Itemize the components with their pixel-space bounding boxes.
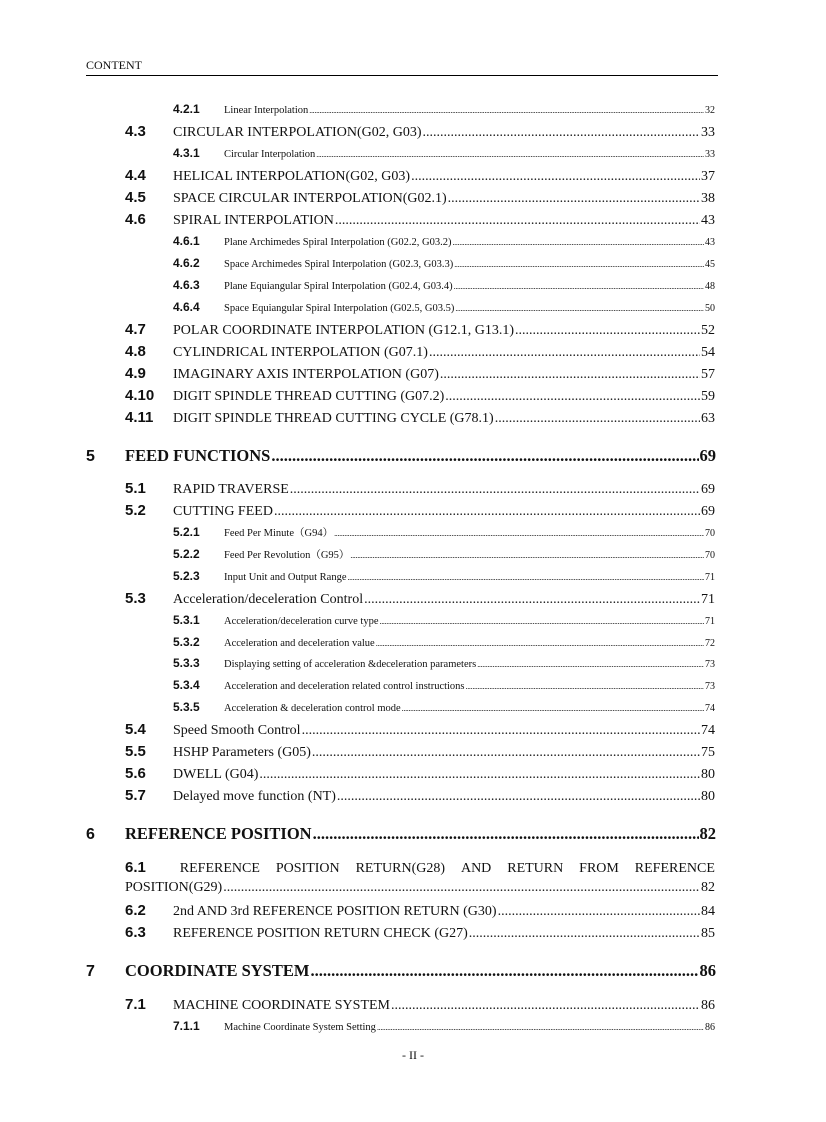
toc-title: CYLINDRICAL INTERPOLATION (G07.1) [173,345,428,360]
dot-leader [498,904,700,920]
toc-entry-4-8[interactable] [125,343,715,361]
toc-entry-4-6-2[interactable] [173,256,715,270]
toc-page: 70 [705,550,715,561]
toc-page: 32 [705,105,715,116]
dot-leader [391,998,700,1014]
toc-chapter-6[interactable] [86,824,716,844]
dot-leader [271,446,698,466]
toc-title: DIGIT SPINDLE THREAD CUTTING CYCLE (G78.1) [173,411,494,426]
toc-entry-5-3-5[interactable] [173,700,715,714]
toc-entry-4-2-1[interactable] [173,102,715,116]
toc-page: 63 [701,411,715,426]
toc-number: 4.4 [125,167,146,184]
toc-page: 74 [705,703,715,714]
toc-number: 5.3 [125,590,146,607]
toc-entry-5-2-1[interactable] [173,525,715,540]
dot-leader [411,169,700,185]
toc-number: 5.7 [125,787,146,804]
dot-leader [448,191,700,207]
dot-leader [454,260,704,269]
toc-number: 5.3.1 [173,613,200,627]
dot-leader [347,573,704,582]
toc-page: 50 [705,303,715,314]
toc-title: COORDINATE SYSTEM [125,961,310,980]
dot-leader [469,926,700,942]
toc-entry-4-11[interactable] [125,409,715,427]
toc-page: 52 [701,323,715,338]
title-word: POSITION [275,861,340,876]
toc-title-first-line [125,859,715,877]
toc-title: Delayed move function (NT) [173,789,336,804]
toc-page: 73 [705,659,715,670]
toc-page: 86 [705,1022,715,1033]
dot-leader [316,150,704,159]
toc-number: 4.6.2 [173,256,200,270]
toc-title: Feed Per Minute（G94） [224,528,334,539]
dot-leader [223,880,700,896]
toc-entry-4-6-3[interactable] [173,278,715,292]
toc-page: 33 [701,125,715,140]
toc-title: Feed Per Revolution（G95） [224,550,350,561]
toc-number: 6.1 [125,859,146,876]
toc-page: 72 [705,638,715,649]
toc-title: Linear Interpolation [224,105,309,116]
toc-number: 4.6.3 [173,278,200,292]
dot-leader [452,238,704,247]
toc-page: 80 [701,789,715,804]
dot-leader [312,745,700,761]
toc-title: REFERENCE POSITION [125,824,312,843]
toc-number: 6.3 [125,924,146,941]
toc-entry-5-3[interactable] [125,590,715,608]
toc-number: 5 [86,448,95,465]
toc-title: DWELL (G04) [173,767,259,782]
toc-title: CIRCULAR INTERPOLATION(G02, G03) [173,125,422,140]
toc-entry-5-3-4[interactable] [173,678,715,692]
toc-page: 86 [699,961,716,980]
toc-page: 43 [705,237,715,248]
toc-title: Space Equiangular Spiral Interpolation (G02.5, G03.5) [224,303,455,314]
dot-leader [440,367,700,383]
toc-entry-4-3[interactable] [125,123,715,141]
dot-leader [423,125,701,141]
toc-entry-6-2[interactable] [125,902,715,920]
toc-entry-4-4[interactable] [125,167,715,185]
toc-number: 5.2.3 [173,569,200,583]
toc-page: 45 [705,259,715,270]
toc-number: 4.9 [125,365,146,382]
toc-number: 4.8 [125,343,146,360]
toc-entry-5-3-3[interactable] [173,656,715,670]
toc-title: SPIRAL INTERPOLATION [173,213,334,228]
toc-page: 69 [699,446,716,465]
toc-entry-5-2-3[interactable] [173,569,715,583]
toc-number: 4.3.1 [173,146,200,160]
dot-leader [302,723,700,739]
dot-leader [364,592,700,608]
toc-number: 5.2 [125,502,146,519]
toc-page: 48 [705,281,715,292]
dot-leader [495,411,700,427]
title-word: REFERENCE [179,861,260,876]
toc-title: 2nd AND 3rd REFERENCE POSITION RETURN (G30) [173,904,497,919]
toc-title: Acceleration/deceleration Control [173,592,364,607]
dot-leader [274,504,700,520]
toc-entry-6-3[interactable] [125,924,715,942]
toc-page: 71 [701,592,715,607]
toc-chapter-5[interactable] [86,446,716,466]
dot-leader [259,767,700,783]
dot-leader [376,639,704,648]
toc-title: Circular Interpolation [224,149,316,160]
toc-entry-4-3-1[interactable] [173,146,715,160]
dot-leader [429,345,700,361]
toc-entry-5-7[interactable] [125,787,715,805]
toc-page: 82 [701,880,715,895]
toc-title: Machine Coordinate System Setting [224,1022,376,1033]
toc-title: HELICAL INTERPOLATION(G02, G03) [173,169,411,184]
dot-leader [310,961,698,981]
dot-leader [402,704,704,713]
dot-leader [290,482,700,498]
page-number: - II - [402,1048,424,1062]
toc-number: 5.3.2 [173,635,200,649]
toc-entry-4-10[interactable] [125,387,715,405]
toc-number: 4.6.1 [173,234,200,248]
dot-leader [515,323,700,339]
toc-number: 4.11 [125,409,154,426]
toc-title: Plane Archimedes Spiral Interpolation (G02.2, G03.2) [224,237,452,248]
toc-title: IMAGINARY AXIS INTERPOLATION (G07) [173,367,439,382]
toc-title: RAPID TRAVERSE [173,482,289,497]
toc-number: 4.10 [125,387,155,404]
toc-page: 80 [701,767,715,782]
toc-page: 38 [701,191,715,206]
toc-entry-5-3-1[interactable] [173,613,715,627]
toc-title: FEED FUNCTIONS [125,446,271,465]
toc-entry-4-9[interactable] [125,365,715,383]
toc-page: 57 [701,367,715,382]
dot-leader [350,551,704,560]
toc-title: MACHINE COORDINATE SYSTEM [173,998,391,1013]
toc-number: 6 [86,826,95,843]
toc-page: 70 [705,528,715,539]
toc-number: 4.7 [125,321,146,338]
dot-leader [454,282,704,291]
toc-number: 4.6 [125,211,146,228]
toc-page: 75 [701,745,715,760]
toc-number: 5.5 [125,743,146,760]
dot-leader [335,213,700,229]
toc-entry-6-1[interactable] [125,859,715,877]
toc-page: 33 [705,149,715,160]
dot-leader [445,389,700,405]
dot-leader [477,660,704,669]
dot-leader [455,304,704,313]
toc-entry-5-3-2[interactable] [173,635,715,649]
dot-leader [466,682,704,691]
toc-number: 7.1 [125,996,146,1013]
toc-number: 5.3.5 [173,700,200,714]
toc-number: 5.2.2 [173,547,200,561]
toc-title: Plane Equiangular Spiral Interpolation (G02.4, G03.4) [224,281,453,292]
toc-number: 4.6.4 [173,300,200,314]
toc-page: 59 [701,389,715,404]
toc-title-second-line: POSITION(G29) [125,880,223,895]
dot-leader [377,1023,704,1032]
toc-page: 69 [701,482,715,497]
toc-title: Acceleration and deceleration value [224,638,375,649]
toc-title: REFERENCE POSITION RETURN CHECK (G27) [173,926,468,941]
toc-title: Speed Smooth Control [173,723,301,738]
toc-title: Acceleration & deceleration control mode [224,703,401,714]
toc-entry-5-2-2[interactable] [173,547,715,562]
toc-page: 43 [701,213,715,228]
toc-title: Input Unit and Output Range [224,572,347,583]
toc-title: HSHP Parameters (G05) [173,745,311,760]
toc-title: Acceleration and deceleration related control instructions [224,681,465,692]
toc-page: 73 [705,681,715,692]
toc-chapter-7[interactable] [86,961,716,981]
toc-entry-5-2[interactable] [125,502,715,520]
toc-number: 7.1.1 [173,1019,200,1033]
toc-page: 37 [701,169,715,184]
toc-number: 5.2.1 [173,525,200,539]
toc-entry-5-5[interactable] [125,743,715,761]
title-word: RETURN(G28) [355,861,446,876]
toc-title: Displaying setting of acceleration &deceleration parameters [224,659,477,670]
toc-number: 5.1 [125,480,146,497]
toc-title: Acceleration/deceleration curve type [224,616,379,627]
toc-title: Space Archimedes Spiral Interpolation (G02.3, G03.3) [224,259,454,270]
dot-leader [309,106,704,115]
title-word: AND [460,861,492,876]
toc-entry-5-1[interactable] [125,480,715,498]
toc-entry-5-4[interactable] [125,721,715,739]
toc-number: 4.5 [125,189,146,206]
toc-number: 7 [86,963,95,980]
toc-entry-7-1-1[interactable] [173,1019,715,1033]
toc-entry-4-7[interactable] [125,321,715,339]
toc-number: 5.3.4 [173,678,200,692]
toc-page: 84 [701,904,715,919]
toc-page: 71 [705,616,715,627]
toc-number: 5.6 [125,765,146,782]
toc-number: 5.4 [125,721,146,738]
toc-title: SPACE CIRCULAR INTERPOLATION(G02.1) [173,191,447,206]
toc-entry-4-5[interactable] [125,189,715,207]
toc-entry-4-6-4[interactable] [173,300,715,314]
toc-title: CUTTING FEED [173,504,273,519]
toc-page: 71 [705,572,715,583]
dot-leader [337,789,700,805]
toc-entry-4-6[interactable] [125,211,715,229]
toc-entry-6-1-line-2[interactable] [125,880,715,896]
toc-page: 86 [701,998,715,1013]
toc-entry-7-1[interactable] [125,996,715,1014]
toc-entry-4-6-1[interactable] [173,234,715,248]
dot-leader [380,617,705,626]
toc-number: 4.3 [125,123,146,140]
dot-leader [334,529,704,538]
running-header: CONTENT [86,57,718,76]
toc-title: POLAR COORDINATE INTERPOLATION (G12.1, G13.1) [173,323,515,338]
toc-number: 5.3.3 [173,656,200,670]
toc-page: 85 [701,926,715,941]
toc-title: DIGIT SPINDLE THREAD CUTTING (G07.2) [173,389,445,404]
toc-page: 82 [699,824,716,843]
title-word: REFERENCE [634,861,715,876]
toc-page: 74 [701,723,715,738]
toc-page: 69 [701,504,715,519]
toc-entry-5-6[interactable] [125,765,715,783]
dot-leader [313,824,699,844]
title-word: RETURN [507,861,564,876]
toc-number: 6.2 [125,902,146,919]
title-word: FROM [579,861,619,876]
toc-number: 4.2.1 [173,102,200,116]
toc-page: 54 [701,345,715,360]
